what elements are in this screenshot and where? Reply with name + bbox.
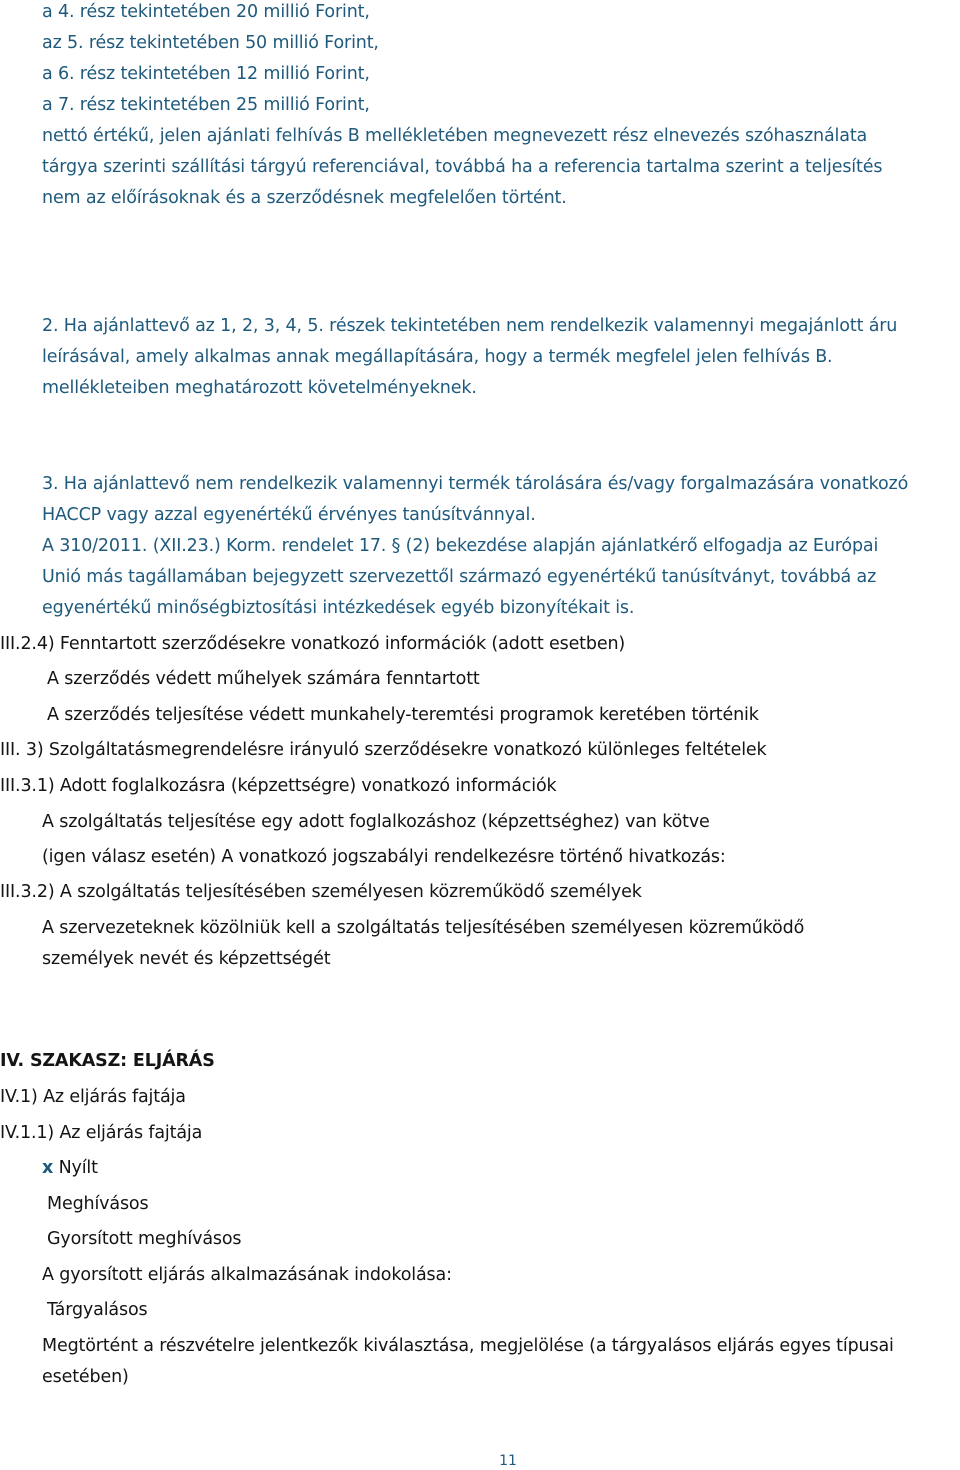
heading-iii-3-1: III.3.1) Adott foglalkozásra (képzettségre) vonatkozó információk: [0, 776, 557, 796]
text-line: A 310/2011. (XII.23.) Korm. rendelet 17. § (2) bekezdése alapján ajánlatkérő elfogadja az Európai: [42, 536, 879, 556]
heading-iii-3: III. 3) Szolgáltatásmegrendelésre irányuló szerződésekre vonatkozó különleges feltételek: [0, 740, 767, 760]
section-iv-title: IV. SZAKASZ: ELJÁRÁS: [0, 1051, 215, 1071]
option-label: Nyílt: [58, 1158, 98, 1178]
text-line: A szervezeteknek közölniük kell a szolgáltatás teljesítésében személyesen közreműködő: [42, 918, 805, 938]
text-line: (igen válasz esetén) A vonatkozó jogszabályi rendelkezésre történő hivatkozás:: [42, 847, 726, 867]
text-line: a 6. rész tekintetében 12 millió Forint,: [42, 64, 370, 84]
page-number: 11: [499, 1453, 517, 1469]
text-line: nettó értékű, jelen ajánlati felhívás B mellékletében megnevezett rész elnevezés szóhasználata: [42, 126, 868, 146]
text-line: leírásával, amely alkalmas annak megállapítására, hogy a termék megfelel jelen felhívás B.: [42, 347, 833, 367]
text-line: 2. Ha ajánlattevő az 1, 2, 3, 4, 5. részek tekintetében nem rendelkezik valamennyi megajánlott áru: [42, 316, 898, 336]
selected-mark: x: [42, 1158, 54, 1178]
heading-iv-1: IV.1) Az eljárás fajtája: [0, 1087, 186, 1107]
text-line: személyek nevét és képzettségét: [42, 949, 331, 969]
heading-iv-1-1: IV.1.1) Az eljárás fajtája: [0, 1123, 203, 1143]
text-line: Megtörtént a részvételre jelentkezők kiválasztása, megjelölése (a tárgyalásos eljárás egyes típusai: [42, 1336, 894, 1356]
option-invited-procedure: Meghívásos: [47, 1194, 149, 1214]
option-sheltered-employment: A szerződés teljesítése védett munkahely-teremtési programok keretében történik: [47, 705, 759, 725]
text-line: egyenértékű minőségbiztosítási intézkedések egyéb bizonyítékait is.: [42, 598, 635, 618]
text-line: HACCP vagy azzal egyenértékű érvényes tanúsítvánnyal.: [42, 505, 536, 525]
option-negotiated-procedure: Tárgyalásos: [47, 1300, 148, 1320]
text-line: az 5. rész tekintetében 50 millió Forint,: [42, 33, 379, 53]
accelerated-reason-label: A gyorsított eljárás alkalmazásának indokolása:: [42, 1265, 452, 1285]
text-line: Unió más tagállamában bejegyzett szervezettől származó egyenértékű tanúsítványt, továbbá az: [42, 567, 877, 587]
text-line: 3. Ha ajánlattevő nem rendelkezik valamennyi termék tárolására és/vagy forgalmazására vonatkozó: [42, 474, 909, 494]
heading-iii-3-2: III.3.2) A szolgáltatás teljesítésében személyesen közreműködő személyek: [0, 882, 642, 902]
text-line: tárgya szerinti szállítási tárgyú referenciával, továbbá ha a referencia tartalma szerint a teljesítés: [42, 157, 883, 177]
text-line: mellékleteiben meghatározott követelményeknek.: [42, 378, 477, 398]
option-accelerated-procedure: Gyorsított meghívásos: [47, 1229, 242, 1249]
option-open-procedure: [42, 1157, 98, 1179]
text-line: a 4. rész tekintetében 20 millió Forint,: [42, 2, 370, 22]
option-sheltered-workshops: A szerződés védett műhelyek számára fenntartott: [47, 669, 480, 689]
heading-iii-2-4: III.2.4) Fenntartott szerződésekre vonatkozó információk (adott esetben): [0, 634, 626, 654]
text-line: nem az előírásoknak és a szerződésnek megfelelően történt.: [42, 188, 567, 208]
text-line: a 7. rész tekintetében 25 millió Forint,: [42, 95, 370, 115]
text-line: esetében): [42, 1367, 129, 1387]
text-line: A szolgáltatás teljesítése egy adott foglalkozáshoz (képzettséghez) van kötve: [42, 812, 710, 832]
